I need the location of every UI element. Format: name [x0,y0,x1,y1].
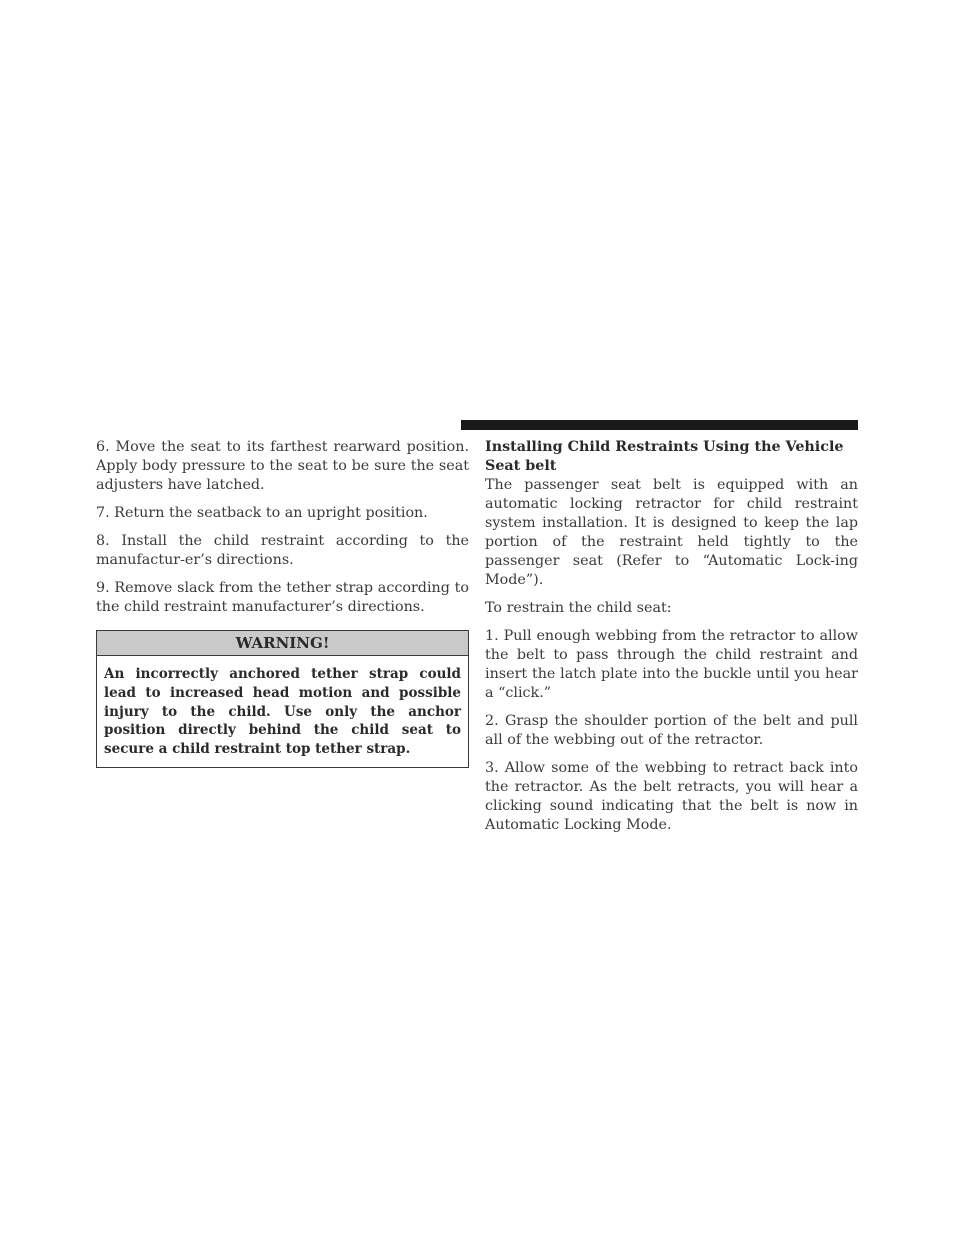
step-9: 9. Remove slack from the tether strap according to the child restraint manufacturer’s directions. [96,580,469,615]
step-3: 3. Allow some of the webbing to retract back into the retractor. As the belt retracts, you will hear a clicking sound indicating that the belt is now in Automatic Locking Mode. [485,760,858,833]
lead-paragraph: To restrain the child seat: [485,600,672,616]
step-8: 8. Install the child restraint according to the manufactur-er’s directions. [96,533,469,568]
right-column [485,438,858,844]
warning-body: An incorrectly anchored tether strap could lead to increased head motion and possible injury to the child. Use only the anchor position directly behind the child seat to secure a child restraint top tether strap. [104,666,461,758]
warning-box [96,630,469,768]
step-1: 1. Pull enough webbing from the retractor to allow the belt to pass through the child restraint and insert the latch plate into the buckle until you hear a “click.” [485,628,858,701]
warning-title: WARNING! [97,631,468,656]
left-column [96,438,469,768]
step-7: 7. Return the seatback to an upright position. [96,505,428,521]
step-2: 2. Grasp the shoulder portion of the belt and pull all of the webbing out of the retractor. [485,713,858,748]
section-header-bar [461,420,858,430]
step-6: 6. Move the seat to its farthest rearward position. Apply body pressure to the seat to be sure the seat adjusters have latched. [96,439,469,493]
section-heading: Installing Child Restraints Using the Vehicle Seat belt [485,439,844,474]
intro-paragraph: The passenger seat belt is equipped with an automatic locking retractor for child restraint system installation. It is designed to keep the lap portion of the restraint held tightly to the passenger seat (Refer to “Automatic Lock-ing Mode”). [485,477,858,588]
